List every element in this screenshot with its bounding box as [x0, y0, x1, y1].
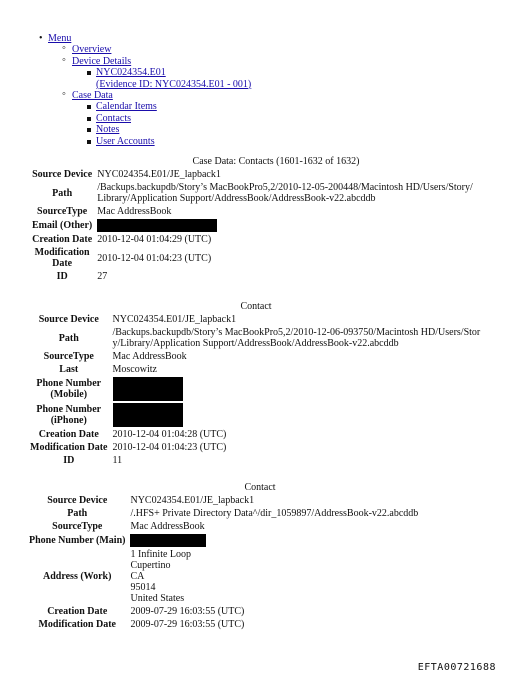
label-id: ID: [56, 271, 68, 282]
row-modification-date: [30, 246, 476, 270]
redaction-bar: [97, 219, 217, 232]
value-id: 27: [97, 271, 108, 282]
row-source-type: [28, 350, 483, 363]
row-address-work: [27, 548, 421, 605]
redaction-bar: [113, 377, 183, 401]
label-source-device: Source Device: [32, 169, 93, 180]
overview-link[interactable]: Overview: [72, 44, 112, 56]
row-phone-mobile: [28, 376, 483, 402]
row-path: [30, 181, 476, 205]
label-modification-date: Modification Date: [38, 619, 116, 630]
path-line-2: y/Library/Application Support/AddressBook/AddressBook-v22.abcddb: [112, 338, 399, 349]
contact-record-3: [27, 494, 421, 631]
nav-item-notes: [84, 124, 251, 135]
label-modification-date: Modification Date: [30, 442, 108, 453]
row-creation-date: [28, 428, 483, 441]
label-phone-main: Phone Number (Main): [29, 535, 126, 546]
label-id: ID: [63, 455, 75, 466]
label-source-type: SourceType: [43, 351, 94, 362]
row-source-type: [30, 205, 476, 218]
label-creation-date: Creation Date: [38, 429, 99, 440]
contact-record-1: [30, 168, 476, 283]
redaction-bar: [113, 403, 183, 427]
record-3-caption: Contact: [244, 482, 276, 493]
label-creation-date: Creation Date: [47, 606, 108, 617]
device-link[interactable]: [96, 67, 251, 90]
label-line-2: (iPhone): [50, 415, 87, 426]
row-id: [28, 454, 483, 467]
label-line-2: (Mobile): [50, 389, 88, 400]
menu-link[interactable]: Menu: [48, 33, 72, 44]
label-creation-date: Creation Date: [32, 234, 93, 245]
label-path: Path: [52, 187, 73, 199]
value-modification-date: 2009-07-29 16:03:55 (UTC): [130, 619, 245, 630]
contacts-link[interactable]: Contacts: [96, 112, 131, 124]
value-source-device: NYC024354.E01/JE_lapback1: [97, 169, 221, 180]
case-data-link[interactable]: Case Data: [72, 90, 113, 102]
row-creation-date: [27, 605, 421, 618]
row-source-device: [30, 168, 476, 181]
device-details-link[interactable]: Device Details: [72, 55, 132, 67]
row-source-type: [27, 520, 421, 533]
nav-item-case-data: [60, 90, 251, 147]
calendar-items-link[interactable]: Calendar Items: [96, 101, 157, 113]
bates-number: EFTA00721688: [417, 662, 496, 673]
value-source-type: Mac AddressBook: [112, 351, 187, 362]
address-line-5: United States: [130, 593, 185, 604]
navigation-menu: [36, 33, 251, 147]
user-accounts-link[interactable]: User Accounts: [96, 135, 155, 147]
value-source-device: NYC024354.E01/JE_lapback1: [130, 495, 255, 506]
label-source-device: Source Device: [47, 495, 108, 506]
record-1-caption: Case Data: Contacts (1601-1632 of 1632): [192, 156, 360, 167]
address-line-2: Cupertino: [130, 560, 171, 571]
nav-item-device-details: [60, 56, 251, 90]
address-line-3: CA: [130, 571, 145, 582]
row-modification-date: [27, 618, 421, 631]
row-source-device: [27, 494, 421, 507]
nav-item-contacts: [84, 113, 251, 124]
label-line-1: Phone Number: [36, 404, 102, 415]
value-email-other: [94, 218, 476, 233]
value-creation-date: 2010-12-04 01:04:28 (UTC): [112, 429, 227, 440]
nav-item-device: [84, 67, 251, 90]
record-2-caption: Contact: [240, 301, 272, 312]
label-source-device: Source Device: [38, 314, 99, 325]
nav-item-calendar-items: [84, 101, 251, 112]
path-line-1: /Backups.backupdb/Story’s MacBookPro5,2/2010-12-05-200448/Macintosh HD/Users/Story/: [97, 182, 473, 193]
value-creation-date: 2009-07-29 16:03:55 (UTC): [130, 606, 245, 617]
label-line-1: Phone Number: [36, 378, 102, 389]
value-path: [110, 326, 484, 350]
path-line-1: /Backups.backupdb/Story’s MacBookPro5,2/2010-12-06-093750/Macintosh HD/Users/Stor: [112, 327, 481, 338]
row-path: [27, 507, 421, 520]
address-line-1: 1 Infinite Loop: [130, 549, 192, 560]
label-line-1: Modification: [34, 247, 90, 258]
value-path: [94, 181, 476, 205]
row-path: [28, 326, 483, 350]
label-phone-iphone: [28, 402, 110, 428]
value-source-type: Mac AddressBook: [97, 206, 172, 217]
nav-item-overview: [60, 44, 251, 55]
value-creation-date: 2010-12-04 01:04:29 (UTC): [97, 234, 212, 245]
label-email-other: Email (Other): [32, 220, 93, 231]
label-source-type: SourceType: [52, 521, 103, 532]
value-source-device: NYC024354.E01/JE_lapback1: [112, 314, 237, 325]
value-phone-mobile: [110, 376, 484, 402]
notes-link[interactable]: Notes: [96, 124, 120, 136]
row-creation-date: [30, 233, 476, 246]
label-line-2: Date: [52, 258, 73, 269]
path-line-2: Library/Application Support/AddressBook/AddressBook-v22.abcddb: [97, 193, 376, 204]
value-source-type: Mac AddressBook: [130, 521, 205, 532]
label-modification-date: [30, 246, 94, 270]
row-id: [30, 270, 476, 283]
row-source-device: [28, 313, 483, 326]
redaction-bar: [130, 534, 206, 547]
label-phone-mobile: [28, 376, 110, 402]
label-path: Path: [58, 332, 79, 344]
nav-item-user-accounts: [84, 136, 251, 147]
value-phone-iphone: [110, 402, 484, 428]
value-path: /.HFS+ Private Directory Data^/dir_1059897/AddressBook-v22.abcddb: [130, 508, 419, 519]
value-phone-main: [127, 533, 421, 548]
evidence-id: (Evidence ID: NYC024354.E01 - 001): [96, 78, 252, 90]
menu-item: [36, 33, 251, 147]
contact-record-2: [28, 313, 483, 467]
label-address-work: Address (Work): [43, 571, 112, 582]
row-phone-iphone: [28, 402, 483, 428]
value-last: Moscowitz: [112, 364, 157, 375]
value-modification-date: 2010-12-04 01:04:23 (UTC): [112, 442, 227, 453]
row-phone-main: [27, 533, 421, 548]
row-modification-date: [28, 441, 483, 454]
label-last: Last: [59, 364, 79, 375]
address-line-4: 95014: [130, 582, 156, 593]
device-id: NYC024354.E01: [96, 67, 166, 79]
label-path: Path: [67, 508, 88, 519]
row-email-other: [30, 218, 476, 233]
value-address-work: [127, 548, 421, 605]
value-modification-date: 2010-12-04 01:04:23 (UTC): [97, 252, 212, 264]
label-source-type: SourceType: [37, 206, 88, 217]
row-last: [28, 363, 483, 376]
value-id: 11: [112, 455, 123, 466]
